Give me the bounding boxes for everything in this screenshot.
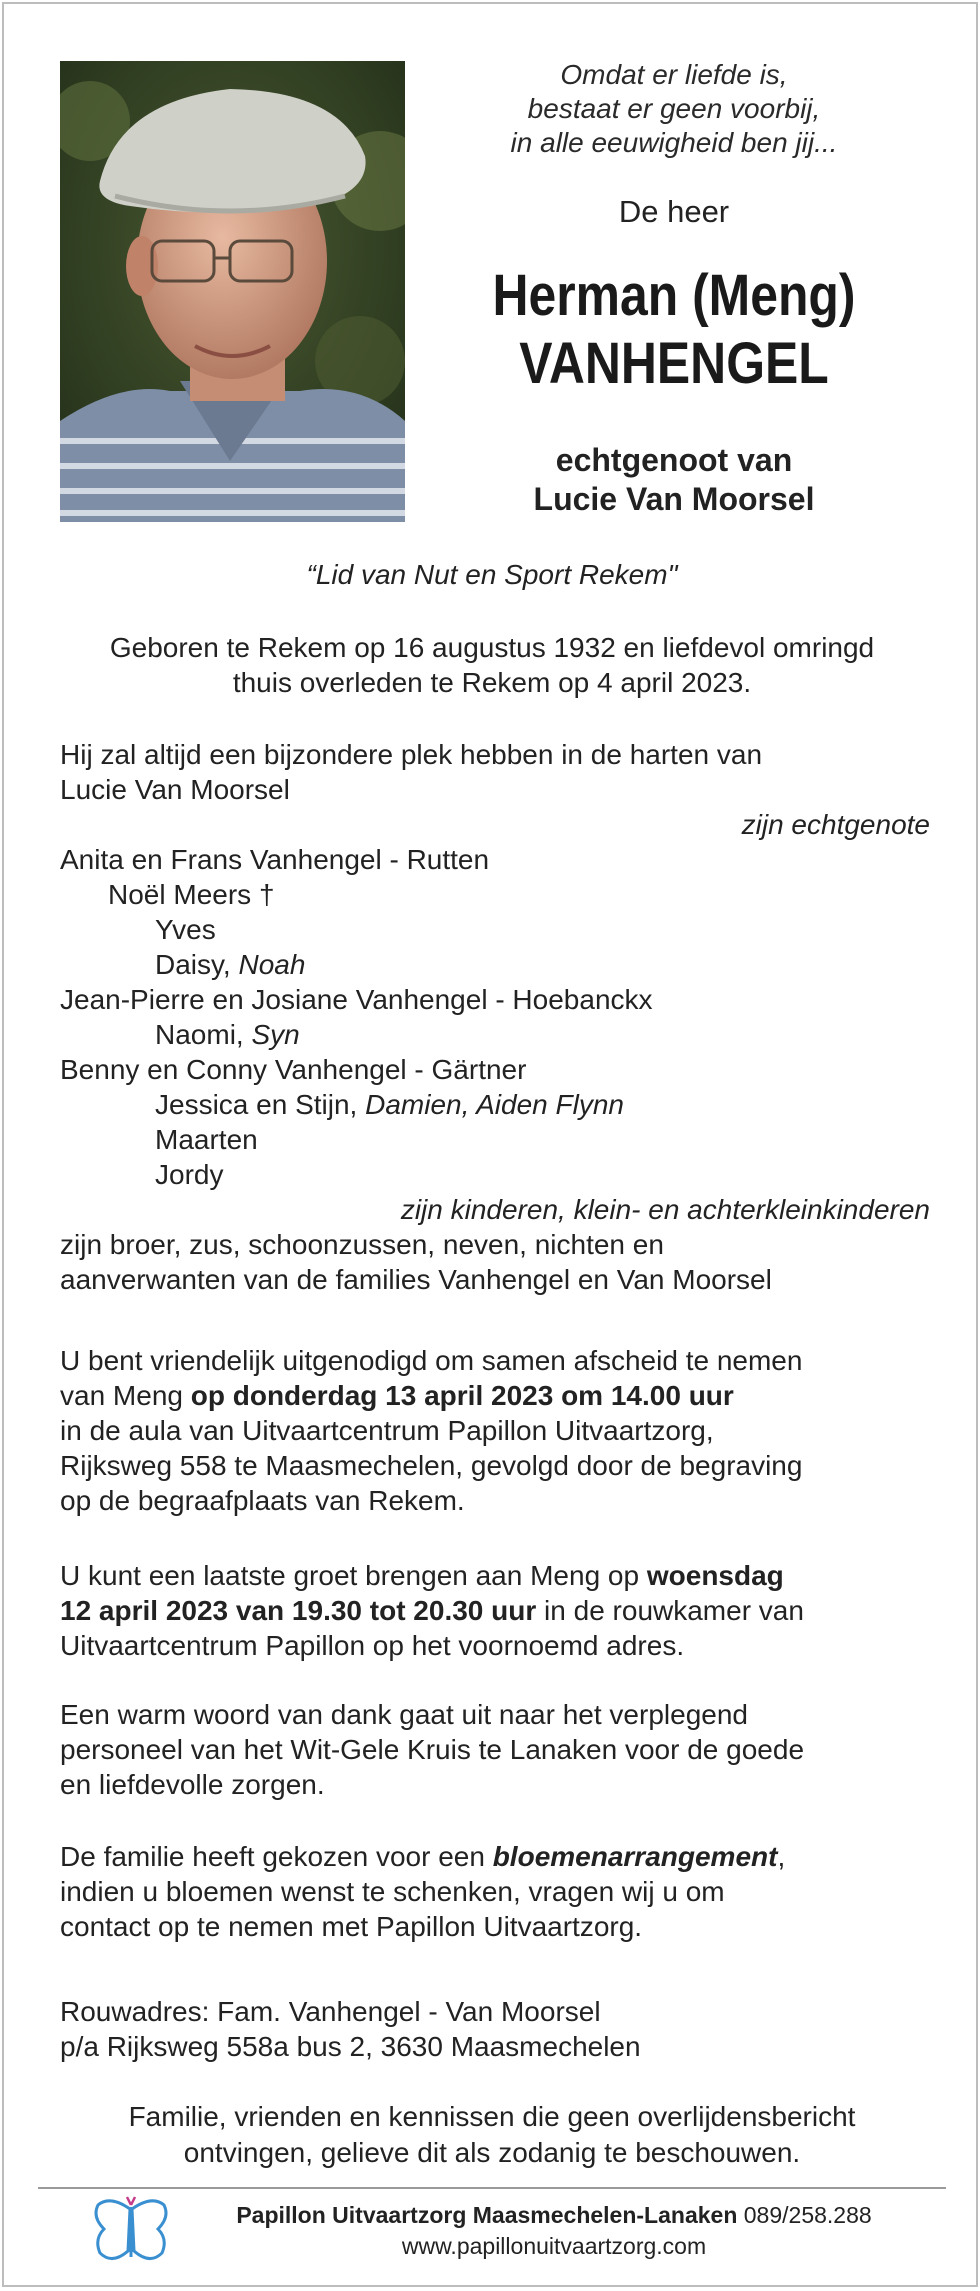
child-entry: Benny en Conny Vanhengel - Gärtner [60,1054,527,1085]
invite-line: in de aula van Uitvaartcentrum Papillon Uitvaartzorg, [60,1415,714,1446]
invite-line [60,1378,930,1413]
visit-text: U kunt een laatste groet brengen aan Meng op [60,1560,647,1591]
invite-text: van Meng [60,1380,191,1411]
great-grandchild-name: Syn [251,1019,300,1050]
invite-line: U bent vriendelijk uitgenodigd om samen afscheid te nemen [60,1345,803,1376]
grandchild-entry [60,1087,930,1122]
visit-line: Uitvaartcentrum Papillon op het voornoemd adres. [60,1630,685,1661]
spouse-relation: echtgenoot van [555,442,793,478]
company-website[interactable]: www.papillonuitvaartzorg.com [401,2233,707,2259]
funeral-invitation [60,1343,930,1518]
grandchild-name: Jessica en Stijn, [155,1089,366,1120]
flowers-line: contact op te nemen met Papillon Uitvaartzorg. [60,1911,643,1942]
funeral-datetime: op donderdag 13 april 2023 om 14.00 uur [190,1380,734,1411]
butterfly-logo-icon [90,2195,172,2269]
motto: “Lid van Nut en Sport Rekem" [306,559,678,590]
spouse-role: zijn echtgenote [741,809,930,840]
great-grandchild-name: Daisy, [155,949,239,980]
footer-divider [38,2187,946,2189]
visitation-info [60,1558,930,1663]
company-name: Papillon Uitvaartzorg Maasmechelen-Lanaken [236,2202,738,2228]
visit-line [60,1558,930,1593]
grandchild-entry: Noël Meers † [108,879,275,910]
grandchild-entry: Jordy [155,1159,224,1190]
child-entry: Anita en Frans Vanhengel - Rutten [60,844,490,875]
flowers-line [60,1839,930,1874]
spouse-name: Lucie Van Moorsel [533,481,815,517]
invite-line: op de begraafplaats van Rekem. [60,1485,465,1516]
poem-line: bestaat er geen voorbij, [527,93,821,124]
visit-line [60,1593,930,1628]
flowers-punct: , [777,1841,786,1872]
visit-day: woensdag [646,1560,784,1591]
great-grandchild-entry: Yves [155,914,216,945]
obituary-card [2,2,978,2287]
birth-death-info [44,630,940,700]
name-prefix: De heer [618,194,730,229]
great-great-grandchild-name: Noah [238,949,306,980]
thanks-line: personeel van het Wit-Gele Kruis te Lanaken voor de goede [60,1734,805,1765]
notice [44,2099,940,2171]
flowers-text: De familie heeft gekozen voor een [60,1841,493,1872]
family-list [60,737,930,1297]
grandchild-name: Naomi, [155,1019,252,1050]
footer-company-line [184,2202,924,2229]
grandchild-entry [60,1017,930,1052]
child-entry: Jean-Pierre en Josiane Vanhengel - Hoebanckx [60,984,653,1015]
notice-line: ontvingen, gelieve dit als zodanig te beschouwen. [183,2137,801,2168]
thanks-note [60,1697,930,1802]
flowers-emphasis: bloemenarrangement [492,1841,778,1872]
deceased-name [459,262,889,398]
visit-text: in de rouwkamer van [536,1595,804,1626]
thanks-line: Een warm woord van dank gaat uit naar het verplegend [60,1699,748,1730]
flowers-line: indien u bloemen wenst te schenken, vragen wij u om [60,1876,725,1907]
great-grandchild-entry [60,947,930,982]
deceased-name-line2: VANHENGEL [519,331,829,396]
portrait-photo [60,61,405,522]
other-relatives: aanverwanten van de families Vanhengel en Van Moorsel [60,1264,772,1295]
invite-line: Rijksweg 558 te Maasmechelen, gevolgd door de begraving [60,1450,803,1481]
spouse-info [424,441,924,519]
death-line: thuis overleden te Rekem op 4 april 2023. [232,667,752,698]
poem-line: Omdat er liefde is, [560,59,788,90]
thanks-line: en liefdevolle zorgen. [60,1769,325,1800]
birth-line: Geboren te Rekem op 16 augustus 1932 en liefdevol omringd [109,632,875,663]
flowers-note [60,1839,930,1944]
family-intro: Hij zal altijd een bijzondere plek hebben in de harten van [60,739,763,770]
company-phone: 089/258.288 [737,2202,872,2228]
deceased-name-line1: Herman (Meng) [492,263,856,328]
mourning-address [60,1994,930,2064]
visit-datetime: 12 april 2023 van 19.30 tot 20.30 uur [60,1595,537,1626]
poem-line: in alle eeuwigheid ben jij... [510,127,838,158]
poem [474,58,874,160]
children-role: zijn kinderen, klein- en achterkleinkinderen [400,1194,930,1225]
address-line: Rouwadres: Fam. Vanhengel - Van Moorsel [60,1996,601,2027]
grandchild-entry: Maarten [155,1124,258,1155]
other-relatives: zijn broer, zus, schoonzussen, neven, nichten en [60,1229,664,1260]
spouse-entry: Lucie Van Moorsel [60,774,290,805]
great-grandchild-names: Damien, Aiden Flynn [365,1089,624,1120]
address-line: p/a Rijksweg 558a bus 2, 3630 Maasmechelen [60,2031,641,2062]
notice-line: Familie, vrienden en kennissen die geen overlijdensbericht [128,2101,856,2132]
